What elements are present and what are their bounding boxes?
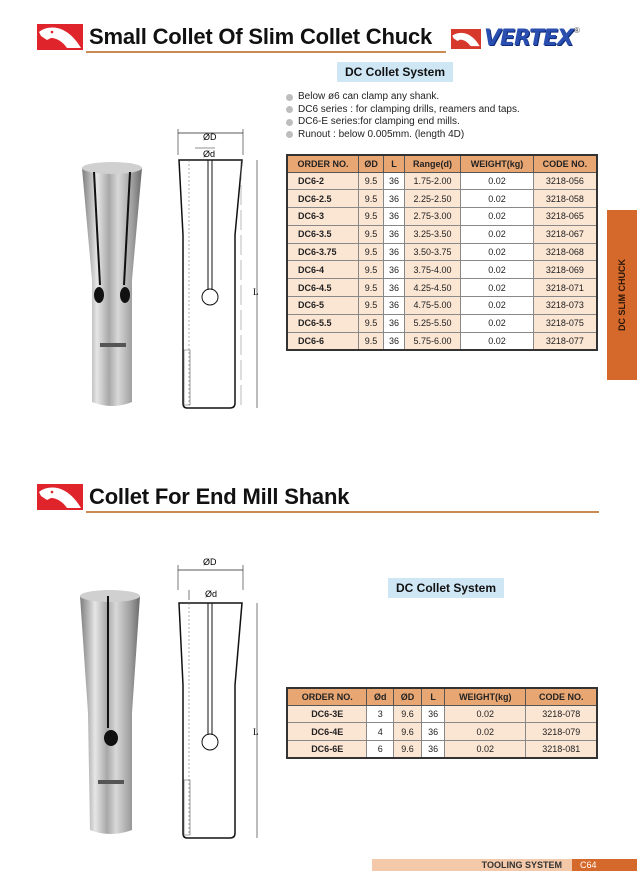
- feature-item: Runout : below 0.005mm. (length 4D): [286, 129, 520, 142]
- order-no-cell: DC6-3.5: [287, 225, 359, 243]
- table-cell: 5.25-5.50: [404, 314, 460, 332]
- order-no-cell: DC6-2.5: [287, 190, 359, 208]
- table-cell: 5.75-6.00: [404, 332, 460, 350]
- table-cell: 0.02: [461, 261, 534, 279]
- table-cell: 9.5: [359, 297, 384, 315]
- end-mill-collet-photo: [78, 588, 142, 838]
- table-cell: 36: [384, 332, 405, 350]
- inner-dia-label: Ød: [203, 149, 216, 159]
- page-number: C64: [572, 859, 637, 871]
- collet-technical-drawing: [175, 125, 270, 415]
- table-cell: 36: [421, 723, 444, 741]
- table-cell: 2.25-2.50: [404, 190, 460, 208]
- table-row: [287, 225, 597, 243]
- table-cell: 0.02: [461, 279, 534, 297]
- order-no-cell: DC6-4: [287, 261, 359, 279]
- table-row: [287, 297, 597, 315]
- table-cell: 36: [421, 705, 444, 723]
- table-cell: 3218-075: [533, 314, 597, 332]
- order-no-cell: DC6-6: [287, 332, 359, 350]
- table-row: [287, 172, 597, 190]
- table-cell: 3.75-4.00: [404, 261, 460, 279]
- footer-label: TOOLING SYSTEM: [372, 859, 572, 871]
- table-cell: 0.02: [461, 190, 534, 208]
- table-cell: 36: [384, 225, 405, 243]
- table-cell: 3218-078: [526, 705, 597, 723]
- table-cell: 36: [384, 297, 405, 315]
- table-row: [287, 723, 597, 741]
- length-label: L: [253, 727, 259, 737]
- order-no-cell: DC6-5.5: [287, 314, 359, 332]
- table-cell: 0.02: [445, 705, 526, 723]
- brand-name: VERTEX: [484, 26, 574, 51]
- table-cell: 36: [384, 279, 405, 297]
- table-cell: 36: [384, 208, 405, 226]
- table-cell: 0.02: [461, 243, 534, 261]
- table-cell: 6: [367, 741, 394, 759]
- collet-system-badge: DC Collet System: [337, 62, 453, 82]
- table-cell: 9.6: [394, 741, 422, 759]
- table-cell: 3218-065: [533, 208, 597, 226]
- table-cell: 36: [384, 243, 405, 261]
- section2-header: [37, 484, 349, 510]
- table-cell: 3218-069: [533, 261, 597, 279]
- table-cell: 36: [384, 261, 405, 279]
- table-cell: 0.02: [461, 225, 534, 243]
- table-cell: 9.5: [359, 279, 384, 297]
- registered-mark: ®: [574, 26, 580, 35]
- table-cell: 9.6: [394, 705, 422, 723]
- table-cell: 3218-068: [533, 243, 597, 261]
- table-cell: 36: [384, 190, 405, 208]
- title-underline: [86, 511, 599, 513]
- order-no-cell: DC6-3: [287, 208, 359, 226]
- collet-system-badge: DC Collet System: [388, 578, 504, 598]
- table-cell: 9.5: [359, 332, 384, 350]
- section1-title: Small Collet Of Slim Collet Chuck: [89, 24, 433, 49]
- table-cell: 9.5: [359, 172, 384, 190]
- table-cell: 3218-081: [526, 741, 597, 759]
- length-label: L: [253, 287, 259, 297]
- table-cell: 0.02: [445, 723, 526, 741]
- table-cell: 9.6: [394, 723, 422, 741]
- page-footer: [372, 859, 637, 871]
- table-cell: 3218-058: [533, 190, 597, 208]
- table-row: [287, 190, 597, 208]
- table-cell: 9.5: [359, 314, 384, 332]
- table-cell: 9.5: [359, 261, 384, 279]
- order-no-cell: DC6-6E: [287, 741, 367, 759]
- section1-header: [37, 24, 432, 50]
- table-cell: 36: [384, 314, 405, 332]
- table-row: [287, 332, 597, 350]
- table-cell: 4.25-4.50: [404, 279, 460, 297]
- table-cell: 3218-079: [526, 723, 597, 741]
- outer-dia-label: ØD: [203, 557, 217, 567]
- table-cell: 4: [367, 723, 394, 741]
- title-underline: [86, 51, 446, 53]
- order-no-cell: DC6-3.75: [287, 243, 359, 261]
- order-no-cell: DC6-4.5: [287, 279, 359, 297]
- collet-photo: [80, 160, 144, 410]
- order-no-cell: DC6-2: [287, 172, 359, 190]
- table-row: [287, 741, 597, 759]
- end-mill-collet-technical-drawing: [175, 555, 270, 845]
- outer-dia-label: ØD: [203, 132, 217, 142]
- table-row: [287, 208, 597, 226]
- table-header-row: ORDER NO. ØD L Range(d) WEIGHT(kg) CODE NO.: [287, 155, 597, 172]
- order-no-cell: DC6-3E: [287, 705, 367, 723]
- bullet-icon: [286, 106, 293, 113]
- feature-item: Below ø6 can clamp any shank.: [286, 91, 520, 104]
- order-no-cell: DC6-4E: [287, 723, 367, 741]
- inner-dia-label: Ød: [205, 589, 218, 599]
- eagle-logo-icon: [37, 24, 83, 50]
- table-cell: 4.75-5.00: [404, 297, 460, 315]
- bullet-icon: [286, 94, 293, 101]
- bullet-icon: [286, 119, 293, 126]
- feature-list: [286, 91, 520, 141]
- section2-title: Collet For End Mill Shank: [89, 484, 350, 509]
- eagle-logo-icon: [37, 484, 83, 510]
- table-cell: 3.25-3.50: [404, 225, 460, 243]
- table-cell: 9.5: [359, 208, 384, 226]
- table-cell: 3.50-3.75: [404, 243, 460, 261]
- vertex-brand: [451, 26, 580, 51]
- table-cell: 3: [367, 705, 394, 723]
- table-cell: 0.02: [445, 741, 526, 759]
- table-row: [287, 279, 597, 297]
- table-cell: 3218-067: [533, 225, 597, 243]
- section-side-tab: DC SLIM CHUCK: [607, 210, 637, 380]
- table-cell: 3218-056: [533, 172, 597, 190]
- table-cell: 3218-071: [533, 279, 597, 297]
- table-row: [287, 243, 597, 261]
- feature-item: DC6-E series:for clamping end mills.: [286, 116, 520, 129]
- table-row: [287, 705, 597, 723]
- table-cell: 0.02: [461, 208, 534, 226]
- table-row: [287, 314, 597, 332]
- order-no-cell: DC6-5: [287, 297, 359, 315]
- table-cell: 3218-077: [533, 332, 597, 350]
- table-cell: 2.75-3.00: [404, 208, 460, 226]
- table-cell: 3218-073: [533, 297, 597, 315]
- table-cell: 9.5: [359, 243, 384, 261]
- table-cell: 0.02: [461, 297, 534, 315]
- table-cell: 36: [384, 172, 405, 190]
- collet-spec-table: [286, 154, 598, 351]
- table-header-row: ORDER NO. Ød ØD L WEIGHT(kg) CODE NO.: [287, 688, 597, 705]
- table-cell: 0.02: [461, 172, 534, 190]
- bullet-icon: [286, 131, 293, 138]
- table-cell: 36: [421, 741, 444, 759]
- table-row: [287, 261, 597, 279]
- table-cell: 9.5: [359, 190, 384, 208]
- table-cell: 0.02: [461, 314, 534, 332]
- feature-item: DC6 series : for clamping drills, reamers and taps.: [286, 104, 520, 117]
- table-cell: 1.75-2.00: [404, 172, 460, 190]
- table-cell: 9.5: [359, 225, 384, 243]
- vertex-eagle-icon: [451, 29, 481, 49]
- table-cell: 0.02: [461, 332, 534, 350]
- end-mill-collet-spec-table: [286, 687, 598, 759]
